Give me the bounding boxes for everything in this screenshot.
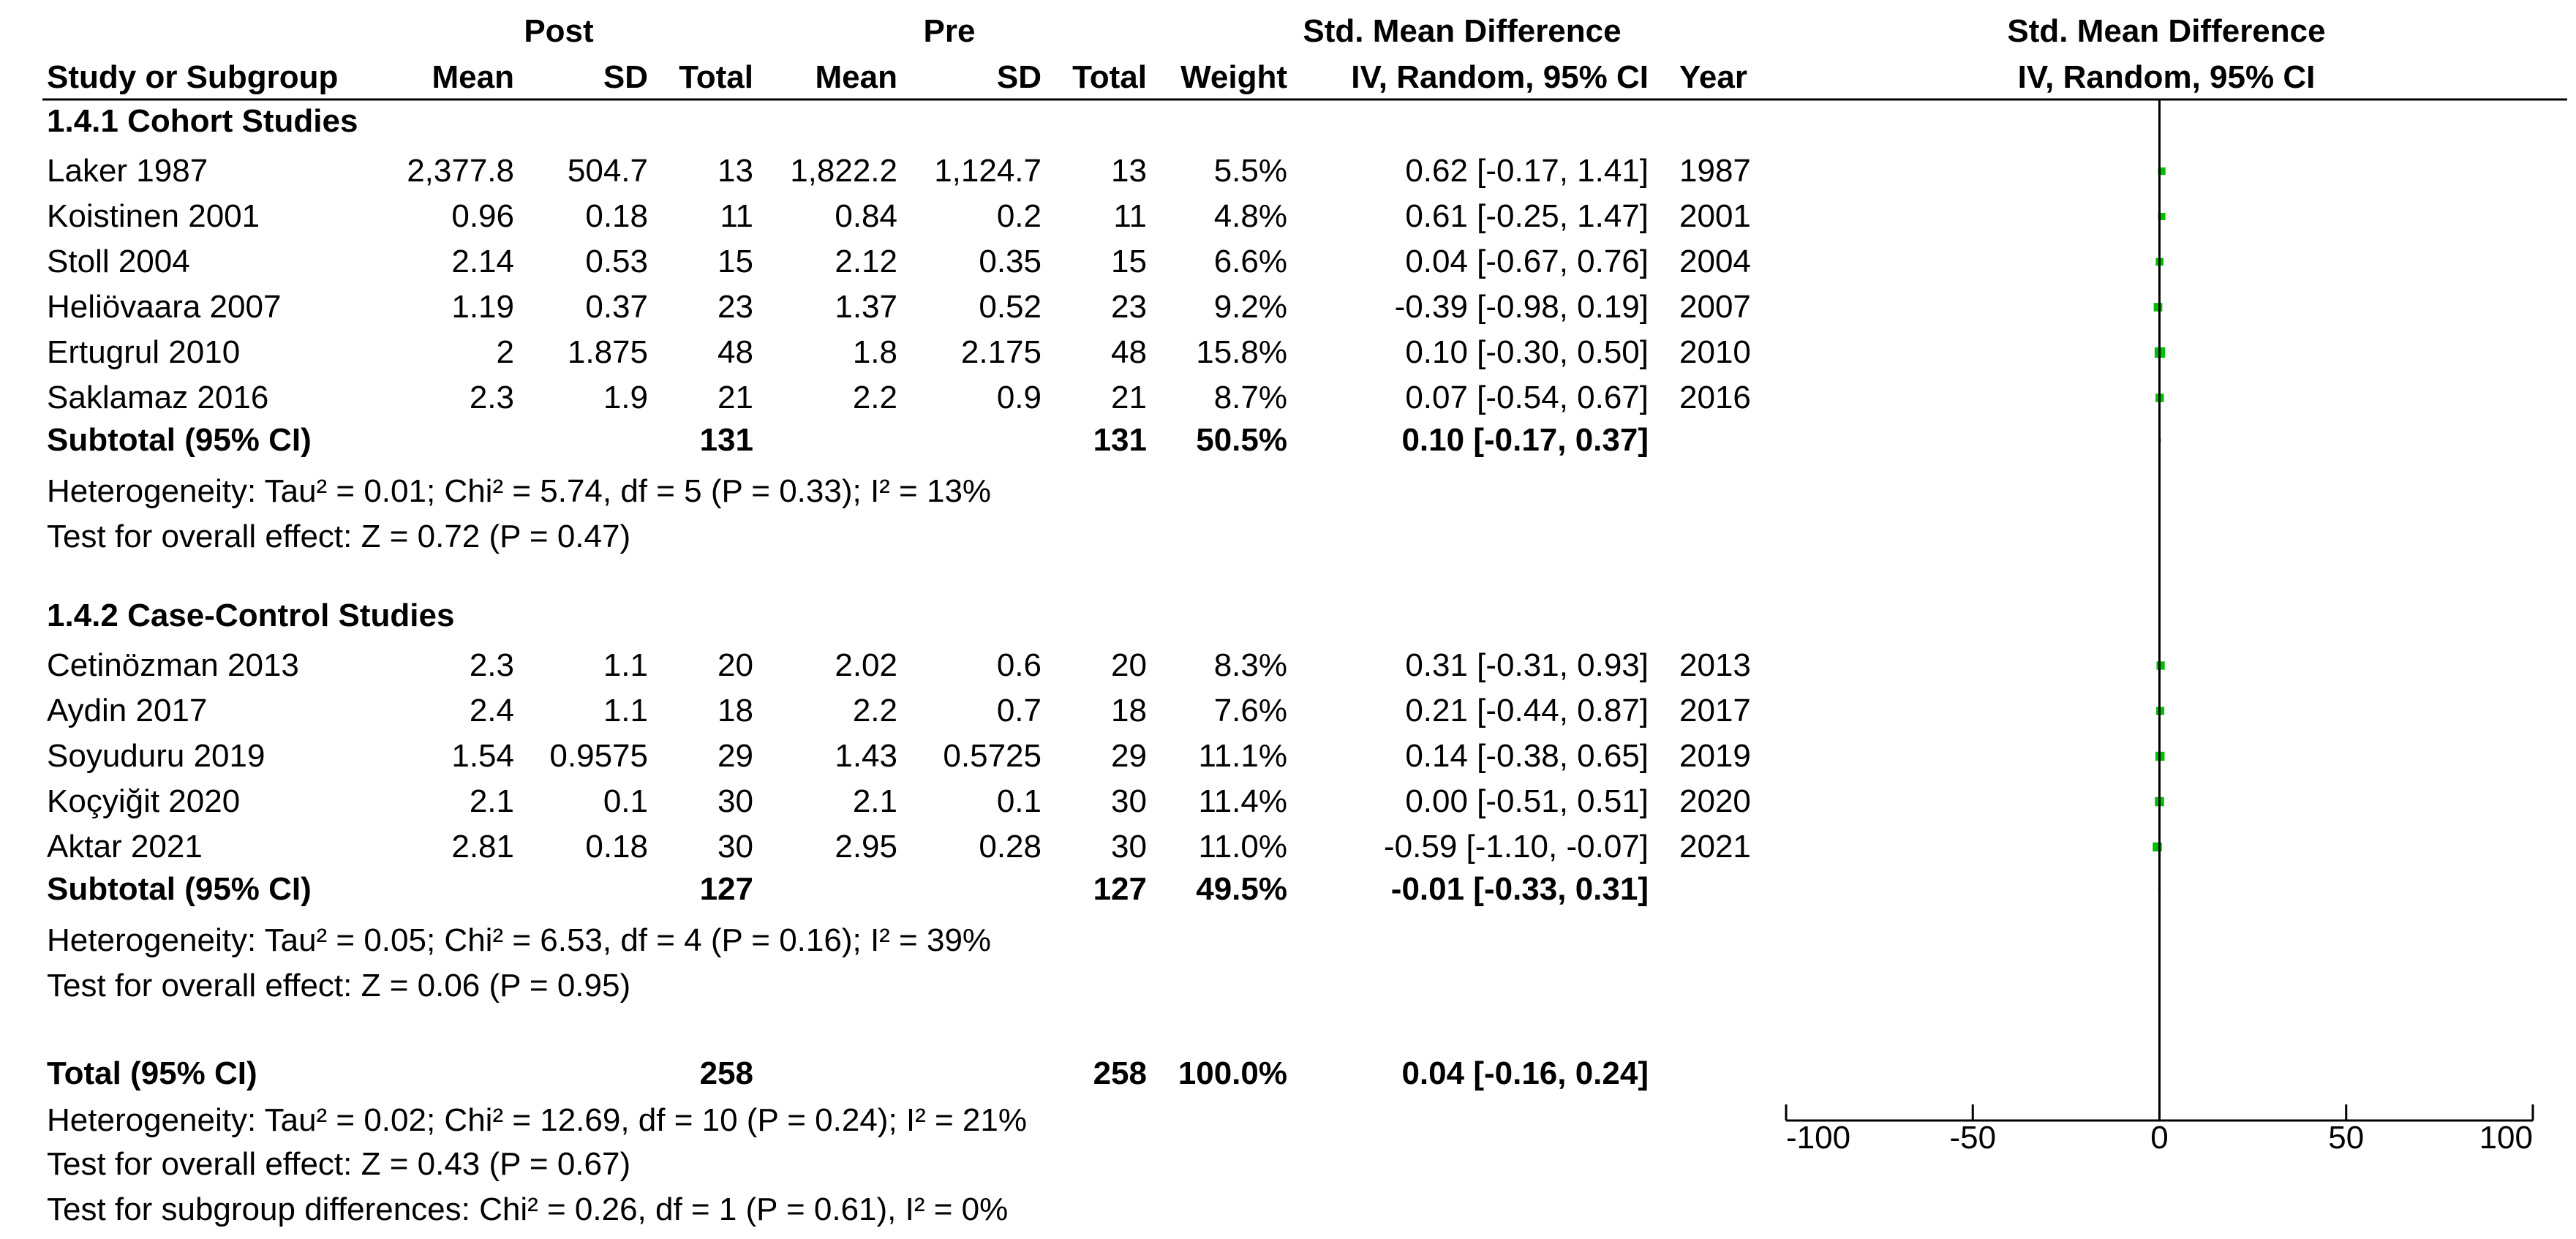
- pre-total: 29: [1111, 738, 1147, 774]
- post-total: 18: [718, 693, 753, 728]
- smd-ci: 0.04 [-0.67, 0.76]: [1405, 244, 1649, 279]
- summary-label: Total (95% CI): [47, 1055, 257, 1091]
- post-mean: 2.14: [451, 244, 514, 279]
- weight: 5.5%: [1213, 153, 1287, 189]
- post-total: 15: [718, 244, 753, 279]
- point-estimate-marker: [2154, 303, 2163, 312]
- year: 2019: [1679, 738, 1751, 774]
- year: 2007: [1679, 289, 1751, 325]
- pre-sd: 0.5725: [943, 738, 1042, 774]
- subgroup-title: 1.4.2 Case-Control Studies: [47, 598, 455, 633]
- summary-post-total: 131: [699, 422, 753, 458]
- weight: 4.8%: [1213, 198, 1287, 234]
- summary-smd-ci: 0.04 [-0.16, 0.24]: [1401, 1055, 1649, 1091]
- pre-total: 21: [1111, 380, 1147, 415]
- pre-mean: 2.2: [852, 693, 897, 728]
- smd-ci: 0.00 [-0.51, 0.51]: [1405, 783, 1649, 819]
- post-mean: 1.54: [451, 738, 514, 774]
- year: 2013: [1679, 647, 1751, 683]
- post-sd: 0.9575: [549, 738, 648, 774]
- summary-pre-total: 127: [1093, 871, 1147, 907]
- weight: 7.6%: [1213, 693, 1287, 728]
- col-header-post-sd: SD: [603, 59, 648, 95]
- x-axis-tick-label: 0: [2150, 1120, 2169, 1156]
- pre-sd: 0.35: [979, 244, 1042, 279]
- study-name: Saklamaz 2016: [47, 380, 269, 415]
- post-mean: 2.4: [469, 693, 514, 728]
- pre-sd: 0.2: [996, 198, 1042, 234]
- weight: 11.1%: [1198, 738, 1287, 774]
- x-axis-tick-label: -100: [1786, 1120, 1851, 1156]
- year: 2010: [1679, 334, 1751, 370]
- col-header-post-mean: Mean: [432, 59, 514, 95]
- study-name: Heliövaara 2007: [47, 289, 282, 325]
- pre-mean: 1,822.2: [790, 153, 897, 189]
- pre-mean: 2.1: [852, 783, 897, 819]
- smd-plot-header: Std. Mean Difference: [2007, 13, 2326, 49]
- summary-weight: 100.0%: [1178, 1055, 1287, 1091]
- post-sd: 0.53: [585, 244, 648, 279]
- pre-sd: 1,124.7: [934, 153, 1042, 189]
- col-header-year: Year: [1679, 59, 1747, 95]
- post-total: 23: [718, 289, 753, 325]
- study-name: Ertugrul 2010: [47, 334, 241, 370]
- post-total: 30: [718, 829, 753, 865]
- pre-total: 13: [1111, 153, 1147, 189]
- pre-total: 20: [1111, 647, 1147, 683]
- post-mean: 2.3: [469, 380, 514, 415]
- heterogeneity-text: Heterogeneity: Tau² = 0.05; Chi² = 6.53, df = 4 (P = 0.16); I² = 39%: [47, 922, 992, 958]
- weight: 8.3%: [1213, 647, 1287, 683]
- post-total: 13: [718, 153, 753, 189]
- pre-mean: 2.02: [835, 647, 897, 683]
- overall-effect-text: Test for overall effect: Z = 0.72 (P = 0.47): [47, 519, 631, 554]
- weight: 11.4%: [1198, 783, 1287, 819]
- post-sd: 1.875: [567, 334, 648, 370]
- summary-weight: 50.5%: [1196, 422, 1287, 458]
- pre-sd: 0.6: [996, 647, 1042, 683]
- post-mean: 2,377.8: [407, 153, 514, 189]
- footer-stat-3: Test for subgroup differences: Chi² = 0.26, df = 1 (P = 0.61), I² = 0%: [47, 1191, 1009, 1227]
- summary-post-total: 258: [699, 1055, 753, 1091]
- post-sd: 504.7: [567, 153, 648, 189]
- subgroup-title: 1.4.1 Cohort Studies: [47, 103, 358, 139]
- col-header-weight: Weight: [1180, 59, 1287, 95]
- study-name: Cetinözman 2013: [47, 647, 299, 683]
- post-sd: 1.1: [603, 693, 648, 728]
- overall-effect-text: Test for overall effect: Z = 0.06 (P = 0.95): [47, 968, 631, 1003]
- summary-label: Subtotal (95% CI): [47, 871, 312, 907]
- pre-mean: 2.2: [852, 380, 897, 415]
- year: 2004: [1679, 244, 1751, 279]
- table-rows: [47, 103, 1751, 1227]
- pre-mean: 1.43: [835, 738, 897, 774]
- pre-mean: 2.95: [835, 829, 897, 865]
- study-name: Stoll 2004: [47, 244, 190, 279]
- post-sd: 1.1: [603, 647, 648, 683]
- smd-table-header: Std. Mean Difference: [1303, 13, 1622, 49]
- col-header-pre-total: Total: [1072, 59, 1147, 95]
- post-total: 29: [718, 738, 753, 774]
- summary-smd-ci: -0.01 [-0.33, 0.31]: [1390, 871, 1649, 907]
- pre-total: 23: [1111, 289, 1147, 325]
- pre-mean: 0.84: [835, 198, 897, 234]
- pre-total: 11: [1113, 198, 1147, 234]
- year: 2016: [1679, 380, 1751, 415]
- weight: 15.8%: [1196, 334, 1287, 370]
- pre-total: 18: [1111, 693, 1147, 728]
- year: 1987: [1679, 153, 1751, 189]
- year: 2001: [1679, 198, 1751, 234]
- post-sd: 0.37: [585, 289, 648, 325]
- col-header-smd-ci: IV, Random, 95% CI: [1351, 59, 1649, 95]
- post-total: 21: [718, 380, 753, 415]
- post-total: 48: [718, 334, 753, 370]
- study-name: Koçyiğit 2020: [47, 783, 241, 819]
- x-axis-tick-label: -50: [1949, 1120, 1997, 1156]
- pre-total: 30: [1111, 829, 1147, 865]
- pre-sd: 0.9: [996, 380, 1042, 415]
- summary-smd-ci: 0.10 [-0.17, 0.37]: [1401, 422, 1649, 458]
- post-sd: 0.18: [585, 829, 648, 865]
- smd-ci: 0.21 [-0.44, 0.87]: [1405, 693, 1649, 728]
- post-total: 30: [718, 783, 753, 819]
- col-header-study: Study or Subgroup: [47, 59, 339, 95]
- pre-total: 15: [1111, 244, 1147, 279]
- weight: 8.7%: [1213, 380, 1287, 415]
- col-header-post-total: Total: [679, 59, 753, 95]
- post-sd: 0.18: [585, 198, 648, 234]
- footer-stat-1: Heterogeneity: Tau² = 0.02; Chi² = 12.69, df = 10 (P = 0.24); I² = 21%: [47, 1102, 1027, 1138]
- pre-total: 30: [1111, 783, 1147, 819]
- pre-mean: 1.8: [852, 334, 897, 370]
- plot-area: [1786, 99, 2533, 1156]
- summary-pre-total: 131: [1093, 422, 1147, 458]
- weight: 11.0%: [1198, 829, 1287, 865]
- post-sd: 1.9: [603, 380, 648, 415]
- smd-ci: -0.59 [-1.10, -0.07]: [1384, 829, 1649, 865]
- smd-ci: 0.31 [-0.31, 0.93]: [1405, 647, 1649, 683]
- x-axis-tick-label: 100: [2479, 1120, 2533, 1156]
- point-estimate-marker: [2156, 661, 2164, 669]
- year: 2021: [1679, 829, 1751, 865]
- smd-ci: 0.14 [-0.38, 0.65]: [1405, 738, 1649, 774]
- x-axis-tick-label: 50: [2328, 1120, 2365, 1156]
- pre-sd: 2.175: [960, 334, 1042, 370]
- year: 2020: [1679, 783, 1751, 819]
- post-mean: 2.3: [469, 647, 514, 683]
- summary-label: Subtotal (95% CI): [47, 422, 312, 458]
- pre-sd: 0.28: [979, 829, 1042, 865]
- post-total: 11: [720, 198, 753, 234]
- post-mean: 2.1: [469, 783, 514, 819]
- study-name: Aktar 2021: [47, 829, 203, 865]
- summary-weight: 49.5%: [1196, 871, 1287, 907]
- heterogeneity-text: Heterogeneity: Tau² = 0.01; Chi² = 5.74, df = 5 (P = 0.33); I² = 13%: [47, 473, 992, 509]
- year: 2017: [1679, 693, 1751, 728]
- post-mean: 2: [496, 334, 514, 370]
- smd-ci: 0.10 [-0.30, 0.50]: [1405, 334, 1649, 370]
- study-name: Laker 1987: [47, 153, 208, 189]
- post-sd: 0.1: [603, 783, 648, 819]
- smd-ci: 0.61 [-0.25, 1.47]: [1405, 198, 1649, 234]
- plot-method-header: IV, Random, 95% CI: [2017, 59, 2316, 95]
- col-header-pre-sd: SD: [996, 59, 1042, 95]
- col-header-pre-mean: Mean: [815, 59, 897, 95]
- post-mean: 0.96: [451, 198, 514, 234]
- pre-sd: 0.7: [996, 693, 1042, 728]
- summary-pre-total: 258: [1093, 1055, 1147, 1091]
- pre-total: 48: [1111, 334, 1147, 370]
- smd-ci: -0.39 [-0.98, 0.19]: [1394, 289, 1649, 325]
- pre-sd: 0.52: [979, 289, 1042, 325]
- weight: 9.2%: [1213, 289, 1287, 325]
- pre-mean: 1.37: [835, 289, 897, 325]
- pre-sd: 0.1: [996, 783, 1042, 819]
- summary-post-total: 127: [699, 871, 753, 907]
- study-name: Soyuduru 2019: [47, 738, 265, 774]
- post-total: 20: [718, 647, 753, 683]
- post-group-header: Post: [524, 13, 594, 49]
- post-mean: 2.81: [451, 829, 514, 865]
- study-name: Aydin 2017: [47, 693, 208, 728]
- smd-ci: 0.07 [-0.54, 0.67]: [1405, 380, 1649, 415]
- footer-stat-2: Test for overall effect: Z = 0.43 (P = 0.67): [47, 1146, 631, 1182]
- post-mean: 1.19: [451, 289, 514, 325]
- pre-mean: 2.12: [835, 244, 897, 279]
- weight: 6.6%: [1213, 244, 1287, 279]
- study-name: Koistinen 2001: [47, 198, 260, 234]
- pre-group-header: Pre: [923, 13, 976, 49]
- smd-ci: 0.62 [-0.17, 1.41]: [1405, 153, 1649, 189]
